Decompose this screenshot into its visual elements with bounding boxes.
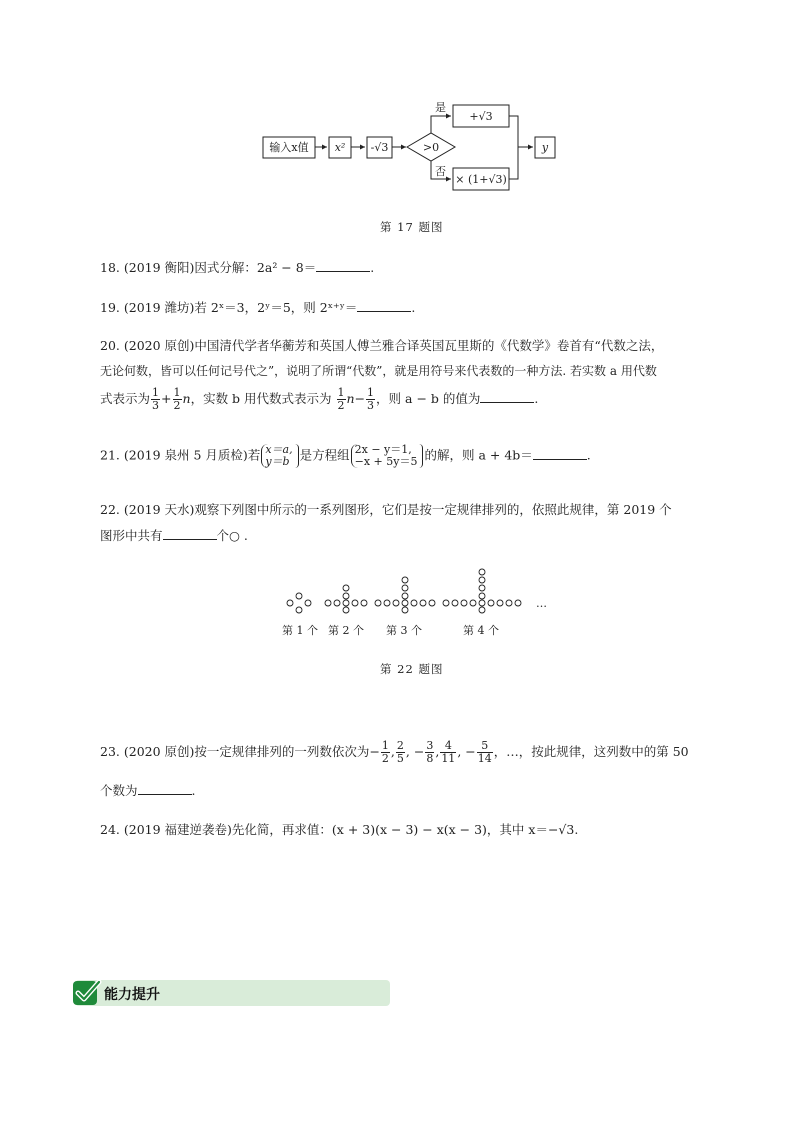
flowchart-17 [255, 95, 565, 200]
checkmark-icon [72, 978, 102, 1008]
q21-post: 的解，则 a + 4b＝ [424, 447, 533, 463]
q20-end: . [534, 391, 539, 406]
fraction: $\frac{4}{11}$ [441, 739, 456, 765]
fraction: $\frac{1}{2}$ [337, 386, 345, 412]
q21-mid: 是方程组 [299, 447, 350, 463]
figure-label: 第 2 个 [328, 624, 364, 637]
q23-tail: ，…，按此规律，这列数中的第 50 [493, 744, 689, 759]
fraction: $\frac{5}{14}$ [477, 739, 492, 765]
figure-22-caption: 第 22 题图 [380, 662, 444, 676]
fraction: $\frac{1}{3}$ [367, 386, 375, 412]
q19-number: 19. [100, 300, 120, 315]
answer-blank[interactable] [357, 300, 411, 312]
figure-17-caption: 第 17 题图 [380, 220, 444, 234]
q20-number: 20. [100, 338, 120, 353]
answer-blank[interactable] [138, 783, 192, 795]
figure-label: 第 1 个 [282, 624, 318, 637]
square-label: x² [334, 141, 346, 154]
q23-end: . [191, 783, 196, 798]
minus-sqrt3-label: -√3 [370, 141, 389, 154]
q19-text: 若 2ˣ＝3，2ʸ＝5，则 2ˣ⁺ʸ＝ [194, 300, 358, 315]
question-20-line-3 [100, 387, 538, 412]
q19-end: . [411, 300, 416, 315]
q20-source: (2020 原创) [123, 338, 195, 353]
answer-blank[interactable] [533, 448, 587, 460]
ellipsis: … [536, 597, 547, 610]
fraction: $\frac{1}{2}$ [173, 386, 181, 412]
question-19 [100, 298, 415, 316]
q20-line2: 无论何数，皆可以任何记号代之”，说明了所谓“代数”，就是用符号来代表数的一种方法. 若实数 a 用代数 [100, 364, 657, 378]
fraction: $\frac{2}{5}$ [396, 739, 404, 765]
q23-source: (2020 原创) [123, 744, 195, 759]
q19-source: (2019 潍坊) [123, 300, 195, 315]
q18-text: 因式分解：2a² − 8＝ [194, 260, 317, 275]
answer-blank[interactable] [316, 260, 370, 272]
question-20-line-1 [100, 336, 663, 354]
question-22-line-2 [100, 526, 248, 544]
fraction: $\frac{3}{8}$ [426, 739, 434, 765]
q18-end: . [370, 260, 375, 275]
question-21 [100, 444, 591, 468]
no-op-label: × (1+√3) [455, 173, 507, 186]
right-bracket [295, 444, 299, 468]
section-title: 能力提升 [104, 987, 160, 1003]
question-23: 23. (2020 原创)按一定规律排列的一列数依次为− $\frac{1}{2}$ , $\frac{2}{5}$ , − $\frac{3}{8}$ , $\frac{4}{11}$ , − $\frac{5}{14}$ ，…，按此规律，这列数中的第 50 [100, 739, 689, 765]
q20-line3-c: ，则 a − b 的值为 [376, 391, 481, 406]
no-label: 否 [435, 165, 446, 178]
question-22-line-1 [100, 500, 672, 518]
system-bracket-2: 2x − y＝1, −x + 5y＝5 [351, 444, 418, 468]
circle-pattern-figure [280, 560, 560, 640]
yes-label: 是 [435, 101, 446, 114]
input-label: 输入x值 [269, 141, 309, 154]
figure-label: 第 3 个 [386, 624, 422, 637]
yes-op-label: +√3 [469, 110, 493, 123]
right-bracket [419, 444, 423, 468]
question-24 [100, 820, 578, 838]
question-23-line-2 [100, 781, 196, 799]
q22-source: (2019 天水) [123, 502, 195, 517]
q24-source: (2019 福建逆袭卷) [123, 822, 232, 837]
figure-label: 第 4 个 [463, 624, 499, 637]
q23-number: 23. [100, 744, 120, 759]
q23-text: 按一定规律排列的一列数依次为 [194, 744, 370, 759]
q24-number: 24. [100, 822, 120, 837]
minus-sign: − [354, 391, 366, 406]
q23-line2: 个数为 [100, 783, 138, 798]
answer-blank[interactable] [480, 391, 534, 403]
plus-sign: + [161, 391, 172, 406]
question-18 [100, 258, 374, 276]
q24-text: 先化简，再求值：(x + 3)(x − 3) − x(x − 3)，其中 x＝−√3. [231, 822, 579, 837]
q20-line3-b: ，实数 b 用代数式表示为 [190, 391, 332, 406]
q21-end: . [586, 447, 591, 463]
system-bracket-1: x＝a, y＝b [261, 444, 292, 468]
q22-line2: 图形中共有 [100, 528, 163, 543]
q21-pre: 若 [247, 447, 261, 463]
q22-line2-end: 个○ . [216, 528, 248, 543]
q21-source: (2019 泉州 5 月质检) [123, 447, 248, 463]
q22-line1: 观察下列图中所示的一系列图形，它们是按一定规律排列的，依照此规律，第 2019 个 [194, 502, 672, 517]
q20-line1: 中国清代学者华蘅芳和英国人傅兰雅合译英国瓦里斯的《代数学》卷首有“代数之法， [194, 338, 664, 353]
var-n: n [182, 391, 191, 406]
q21-number: 21. [100, 447, 120, 463]
answer-blank[interactable] [163, 528, 217, 540]
fraction: $\frac{1}{3}$ [152, 386, 160, 412]
fraction: $\frac{1}{2}$ [381, 739, 389, 765]
q18-source: (2019 衡阳) [123, 260, 195, 275]
var-n: n [346, 391, 355, 406]
output-label: y [541, 141, 549, 154]
q20-line3-a: 式表示为 [100, 391, 151, 406]
q18-number: 18. [100, 260, 120, 275]
decision-label: >0 [422, 141, 440, 154]
q22-number: 22. [100, 502, 120, 517]
